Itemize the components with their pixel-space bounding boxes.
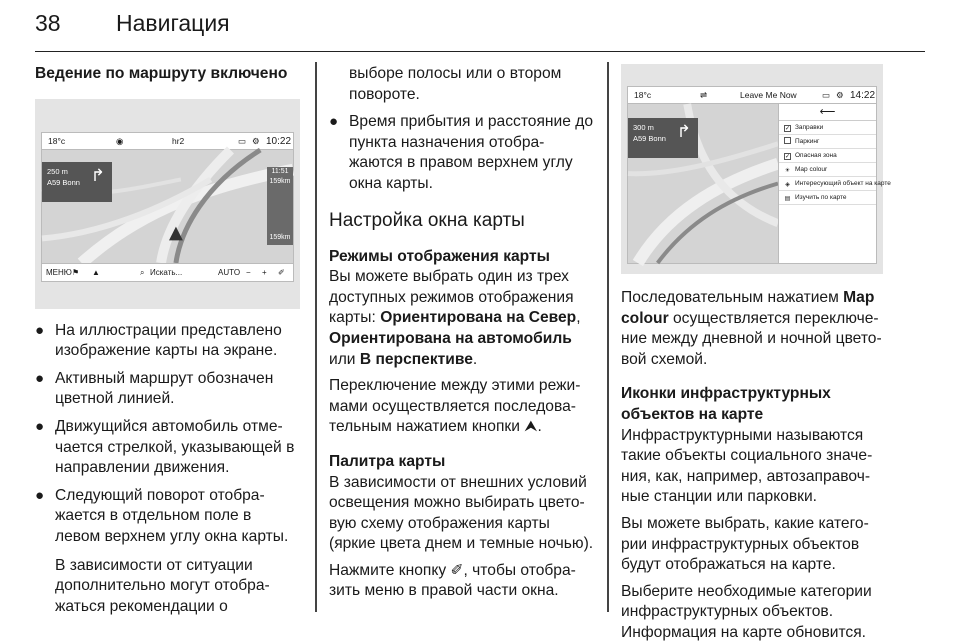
- location-icon: ◉: [116, 135, 124, 146]
- sun-icon: ☀: [784, 168, 791, 174]
- menu-item-danger-zone[interactable]: ✓ Опасная зона: [779, 149, 876, 163]
- paragraph: Нажмите кнопку ✐, чтобы отобра-зить меню в правой части окна.: [329, 561, 576, 600]
- bullet-list: [329, 112, 595, 194]
- mode-perspective: В перспективе: [359, 350, 473, 368]
- maneuver-distance: 300 m: [633, 123, 654, 132]
- paragraph: выборе полосы или о втором повороте.: [349, 65, 562, 103]
- checkbox-icon[interactable]: ✓: [785, 126, 791, 132]
- column-2: [329, 64, 595, 602]
- mode-north: Ориентирована на Север: [380, 309, 577, 327]
- menu-item-map-colour[interactable]: ☀ Map colour: [779, 163, 876, 177]
- menu-button[interactable]: МЕНЮ: [46, 267, 72, 277]
- maneuver-distance: 250 m: [47, 166, 68, 176]
- gear-icon: ⚙: [252, 135, 260, 146]
- poi-icon: ◈: [785, 182, 790, 188]
- zoom-in-icon[interactable]: +: [262, 267, 267, 277]
- page-title: Навигация: [116, 10, 230, 36]
- temperature: 18°c: [48, 135, 66, 146]
- flag-icon: ⚑: [72, 267, 80, 277]
- paragraph: Вы можете выбрать, какие катего-рии инфраструктурных объектов будут отображаться на карте.: [621, 514, 869, 574]
- column-divider: [607, 62, 609, 612]
- paragraph: Вы можете выбрать один из трех доступных режимов отображения карты: Ориентирована на Север, Ориентирована на автомобиль или В перспективе.: [329, 268, 581, 368]
- list-item: ● Движущийся автомобиль отме-чается стрелкой, указывающей в направлении движения.: [35, 417, 295, 477]
- map-view: [42, 150, 293, 263]
- subsection-heading: Иконки инфраструктурных объектов на карте: [621, 385, 831, 423]
- map-screenshot-menu: [621, 64, 891, 274]
- temperature: 18°c: [634, 90, 652, 100]
- menu-item-fuel[interactable]: ✓ Заправки: [779, 121, 876, 135]
- bullet-list: [35, 321, 300, 548]
- map-colour-label: Map colour: [621, 289, 875, 327]
- paragraph: В зависимости от внешних условий освещения можно выбирать цвето-вую схему отображения карты (яркие цвета днем и темные ночью).: [329, 473, 594, 553]
- paragraph: Инфраструктурными называются такие объекты социального значе-ния, как, например, автозаправоч-ные станции или парковки.: [621, 426, 873, 506]
- turn-right-icon: ↱: [90, 165, 105, 185]
- remaining-distance: 159km: [269, 233, 291, 241]
- clock: 10:22: [266, 135, 292, 147]
- list-item: ● Активный маршрут обозначен цветной линией.: [35, 369, 274, 408]
- menu-item-poi[interactable]: ◈ Интересующий объект на карте: [779, 177, 876, 191]
- maneuver-road: A59 Bonn: [47, 177, 80, 187]
- search-field[interactable]: Искать...: [150, 267, 183, 277]
- zoom-mode[interactable]: AUTO: [218, 267, 241, 277]
- list-item: ● Следующий поворот отобра-жается в отдельном поле в левом верхнем углу окна карты.: [35, 486, 289, 545]
- back-button[interactable]: ⟵: [779, 104, 876, 121]
- subsection-heading: Режимы отображения карты: [329, 247, 550, 265]
- eta-distance: 159km: [269, 177, 291, 185]
- paragraph: Переключение между этими режи-мами осуществляется последова-тельным нажатием кнопки ⮝.: [329, 377, 581, 436]
- orientation-icon: ▲: [92, 267, 100, 277]
- next-turn-box: [628, 118, 698, 158]
- checkbox-icon[interactable]: [784, 137, 791, 144]
- paragraph: Последовательным нажатием Map colour осуществляется переключе-ние между дневной и ночной цвето-вой схемой.: [621, 289, 882, 368]
- status-bar: [42, 133, 293, 150]
- search-icon: ⌕: [140, 267, 145, 277]
- mode-vehicle: Ориентирована на автомобиль: [329, 329, 572, 347]
- list-item: ● На иллюстрации представлено изображение карты на экране.: [35, 321, 282, 360]
- map-icon: ▤: [784, 196, 791, 202]
- clock: 14:22: [850, 90, 876, 101]
- checkbox-icon[interactable]: ✓: [785, 154, 791, 160]
- eta-panel: [267, 167, 293, 245]
- menu-item-parking[interactable]: Паркинг: [779, 135, 876, 149]
- road-label: hr2: [172, 135, 185, 146]
- paragraph: Выберите необходимые категории инфраструктурных объектов. Информация на карте обновится.: [621, 582, 872, 641]
- list-item: ● Время прибытия и расстояние до пункта назначения отобра-жаются в правом верхнем углу окна карты.: [329, 113, 594, 192]
- phone-icon: ▭: [238, 135, 247, 146]
- paragraph: В зависимости от ситуации дополнительно могут отобра-жаться рекомендации о: [55, 556, 270, 615]
- display-screen: [41, 132, 294, 282]
- column-divider: [315, 62, 317, 612]
- column-3: [621, 64, 893, 644]
- column-1: [35, 64, 300, 617]
- menu-item-explore[interactable]: ▤ Изучить по карте: [779, 191, 876, 205]
- map-menu-panel: [778, 104, 891, 263]
- turn-right-icon: ↱: [676, 122, 691, 141]
- usb-icon: ⇌: [700, 90, 708, 100]
- phone-icon: ▭: [822, 90, 831, 100]
- edit-icon[interactable]: ✐: [278, 267, 285, 277]
- zoom-out-icon[interactable]: −: [246, 267, 251, 277]
- map-screenshot-guidance: [35, 99, 300, 309]
- status-bar: [628, 87, 876, 104]
- subsection-heading: Палитра карты: [329, 452, 446, 470]
- display-screen: [627, 86, 891, 264]
- map-view: [628, 104, 778, 263]
- section-title: Ведение по маршруту включено: [35, 65, 288, 82]
- bottom-bar: [42, 263, 293, 281]
- maneuver-road: A59 Bonn: [633, 134, 666, 143]
- section-heading: Настройка окна карты: [329, 209, 525, 231]
- route-title: Leave Me Now: [740, 90, 797, 100]
- eta-time: 11:51: [271, 167, 289, 175]
- next-turn-box: [42, 162, 112, 202]
- page-header: [35, 2, 925, 52]
- gear-icon: ⚙: [836, 90, 844, 100]
- page-number: 38: [35, 10, 61, 36]
